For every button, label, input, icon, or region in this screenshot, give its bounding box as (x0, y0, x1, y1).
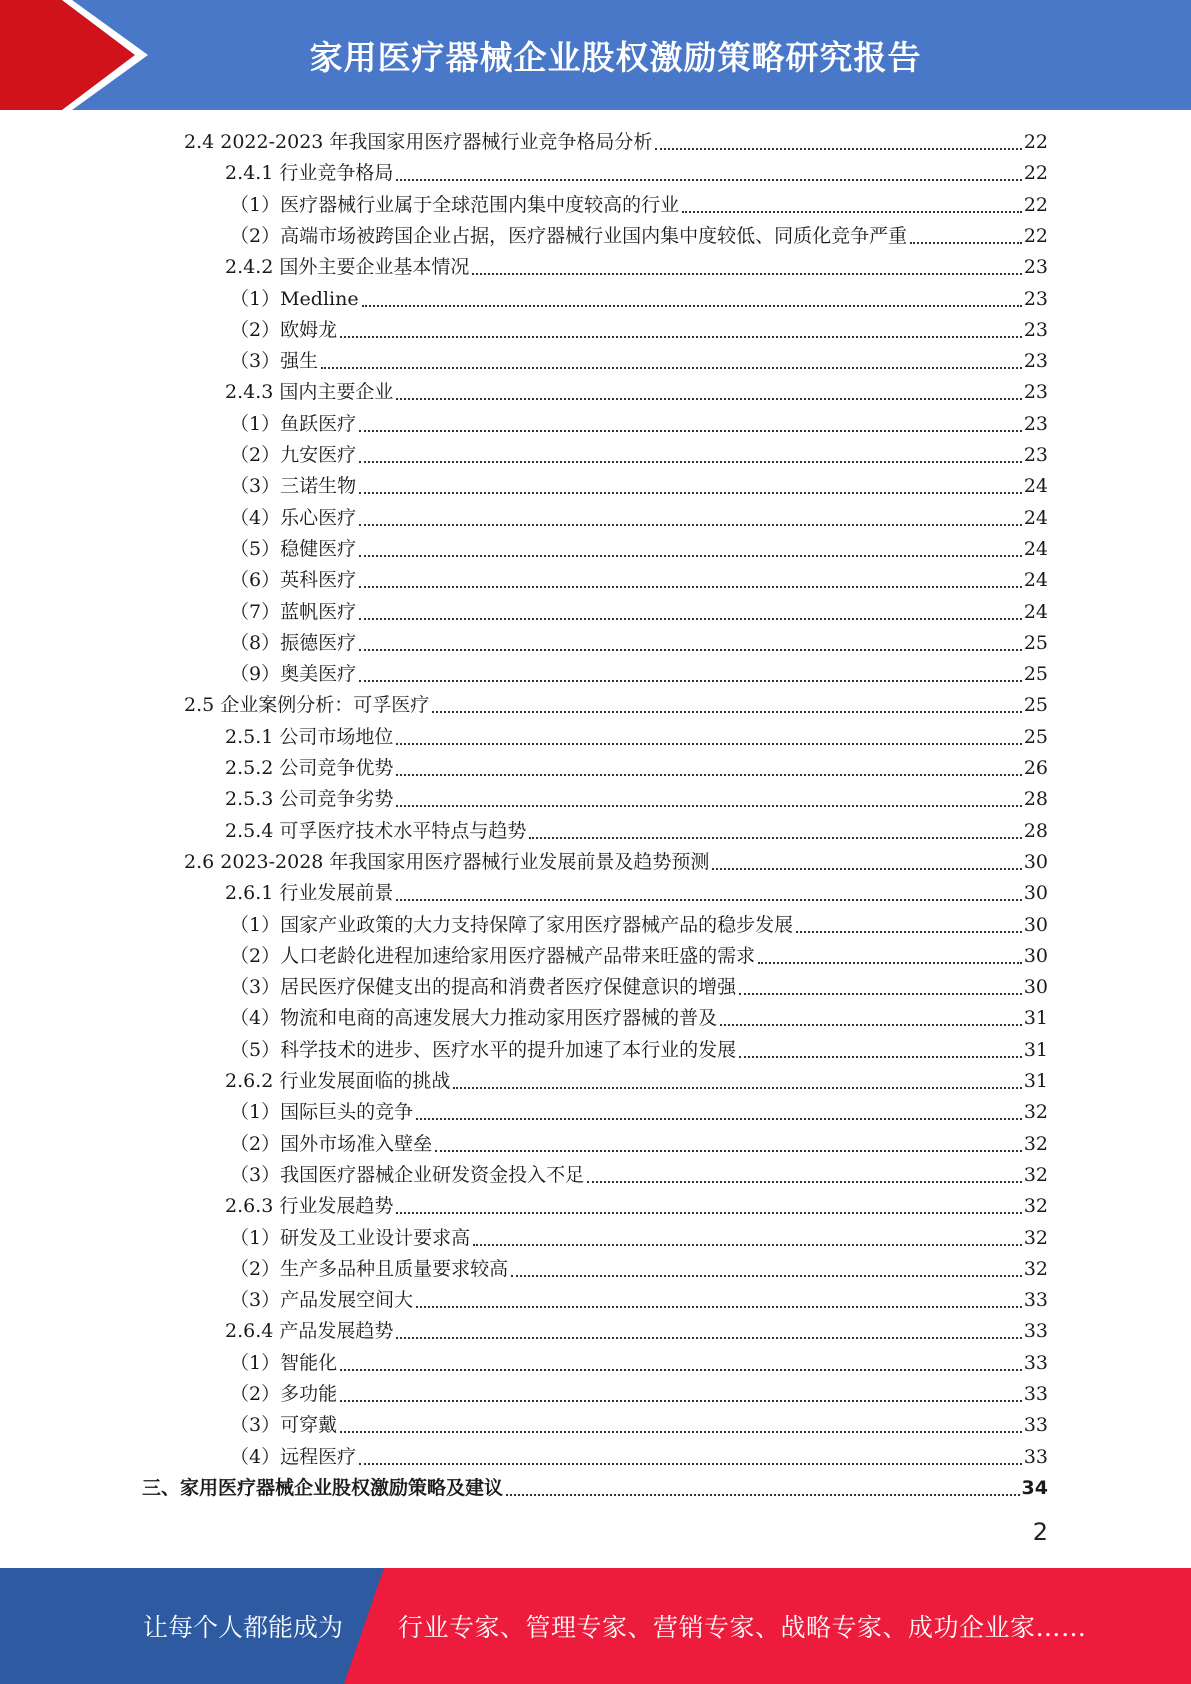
toc-dot-leader (359, 430, 1022, 432)
document-title: 家用医疗器械企业股权激励策略研究报告 (309, 37, 922, 77)
toc-dot-leader (739, 1056, 1022, 1058)
toc-dot-leader (682, 211, 1022, 213)
toc-entry[interactable] (225, 816, 1048, 846)
toc-entry[interactable] (230, 1285, 1048, 1315)
toc-dot-leader (359, 649, 1022, 651)
toc-dot-leader (432, 711, 1022, 713)
toc-entry[interactable] (230, 409, 1048, 439)
toc-dot-leader (587, 1181, 1022, 1183)
footer-slogan-right: 行业专家、管理专家、营销专家、战略专家、成功企业家…… (398, 1613, 1087, 1642)
toc-entry-page: 30 (1023, 976, 1048, 999)
toc-entry-page: 22 (1023, 131, 1048, 153)
toc-entry-title: 2.6.1 行业发展前景 (225, 882, 394, 905)
toc-entry[interactable] (230, 315, 1048, 345)
toc-entry-page: 25 (1023, 631, 1048, 654)
toc-entry-title: 2.5.4 可孚医疗技术水平特点与趋势 (225, 819, 527, 842)
toc-entry-title: （2）九安医疗 (230, 444, 357, 466)
toc-entry-page: 33 (1023, 1445, 1048, 1468)
toc-entry-page: 24 (1023, 600, 1048, 623)
page-footer (0, 1568, 1191, 1684)
toc-entry-page: 23 (1023, 381, 1048, 404)
toc-dot-leader (435, 1150, 1022, 1152)
toc-entry-title: （6）英科医疗 (230, 569, 357, 592)
toc-entry-title: 2.5.3 公司竞争劣势 (225, 788, 394, 811)
toc-entry[interactable] (225, 722, 1048, 752)
toc-entry-title: 2.6 2023-2028 年我国家用医疗器械行业发展前景及趋势预测 (184, 850, 710, 873)
toc-entry-title: （2）人口老龄化进程加速给家用医疗器械产品带来旺盛的需求 (230, 944, 756, 967)
toc-dot-leader (796, 931, 1022, 933)
toc-dot-leader (359, 555, 1022, 557)
toc-dot-leader (712, 868, 1021, 870)
toc-entry[interactable] (230, 1379, 1048, 1409)
toc-entry-title: （2）多功能 (230, 1383, 338, 1405)
toc-entry-title: （8）振德医疗 (230, 631, 357, 654)
toc-dot-leader (321, 367, 1022, 369)
toc-entry-title: （3）居民医疗保健支出的提高和消费者医疗保健意识的增强 (230, 976, 737, 999)
toc-entry-page: 30 (1023, 850, 1048, 873)
toc-entry[interactable] (230, 1254, 1048, 1284)
toc-dot-leader (396, 1212, 1021, 1214)
toc-entry[interactable] (225, 1316, 1048, 1346)
toc-entry-page: 24 (1023, 506, 1048, 529)
toc-entry[interactable] (225, 1191, 1048, 1221)
toc-entry[interactable] (230, 972, 1048, 1002)
toc-entry[interactable] (225, 784, 1048, 814)
toc-entry-page: 32 (1023, 1132, 1048, 1155)
toc-dot-leader (340, 1369, 1022, 1371)
toc-dot-leader (340, 1431, 1022, 1433)
toc-dot-leader (511, 1275, 1022, 1277)
toc-entry-page: 23 (1023, 256, 1048, 279)
toc-entry-page: 33 (1023, 1351, 1048, 1374)
toc-entry[interactable] (230, 221, 1048, 251)
toc-entry-title: （1）鱼跃医疗 (230, 412, 357, 435)
toc-entry-page: 24 (1023, 537, 1048, 560)
toc-entry-title: 2.6.4 产品发展趋势 (225, 1320, 394, 1343)
toc-entry-page: 25 (1023, 694, 1048, 717)
toc-entry[interactable] (225, 252, 1048, 282)
toc-entry-title: （2）国外市场准入壁垒 (230, 1132, 433, 1155)
toc-dot-leader (396, 1337, 1021, 1339)
toc-entry[interactable] (230, 659, 1048, 689)
toc-entry-title: （1）智能化 (230, 1351, 338, 1374)
toc-entry[interactable] (230, 910, 1048, 940)
toc-entry[interactable] (184, 127, 1048, 157)
toc-dot-leader (359, 618, 1022, 620)
toc-entry-title: （3）我国医疗器械企业研发资金投入不足 (230, 1163, 585, 1186)
toc-dot-leader (396, 805, 1021, 807)
toc-entry[interactable] (230, 1003, 1048, 1033)
toc-entry-page: 26 (1023, 757, 1048, 779)
toc-entry[interactable] (230, 1348, 1048, 1378)
toc-entry-title: （4）远程医疗 (230, 1445, 357, 1468)
toc-entry-title: 2.4.1 行业竞争格局 (225, 162, 394, 185)
toc-entry[interactable] (230, 1442, 1048, 1472)
toc-entry[interactable] (230, 1223, 1048, 1253)
toc-dot-leader (472, 273, 1021, 275)
toc-entry-page: 31 (1023, 1038, 1048, 1061)
toc-entry-page: 30 (1023, 913, 1048, 936)
toc-dot-leader (720, 1024, 1022, 1026)
toc-entry-title: 2.4 2022-2023 年我国家用医疗器械行业竞争格局分析 (184, 131, 653, 153)
toc-entry[interactable] (230, 941, 1048, 971)
toc-dot-leader (359, 492, 1022, 494)
toc-entry[interactable] (230, 565, 1048, 595)
toc-dot-leader (473, 1244, 1022, 1246)
toc-entry-page: 22 (1023, 162, 1048, 185)
toc-entry-page: 34 (1021, 1476, 1048, 1499)
toc-entry-title: （1）研发及工业设计要求高 (230, 1226, 471, 1249)
toc-entry-page: 31 (1023, 1007, 1048, 1030)
toc-entry-title: （2）欧姆龙 (230, 318, 338, 341)
toc-entry-title: 2.6.3 行业发展趋势 (225, 1195, 394, 1218)
toc-dot-leader (359, 680, 1022, 682)
toc-dot-leader (529, 837, 1021, 839)
toc-entry[interactable] (230, 1097, 1048, 1127)
toc-dot-leader (758, 962, 1022, 964)
toc-entry-title: 2.4.2 国外主要企业基本情况 (225, 256, 470, 279)
toc-entry-page: 32 (1023, 1101, 1048, 1124)
toc-dot-leader (359, 586, 1022, 588)
toc-dot-leader (396, 899, 1021, 901)
toc-entry[interactable] (230, 1160, 1048, 1190)
toc-entry-page: 25 (1023, 663, 1048, 686)
toc-entry-title: （4）物流和电商的高速发展大力推动家用医疗器械的普及 (230, 1007, 718, 1030)
toc-entry[interactable] (230, 346, 1048, 376)
toc-entry-page: 23 (1023, 444, 1048, 466)
toc-dot-leader (359, 461, 1022, 463)
toc-entry-page: 23 (1023, 287, 1048, 310)
toc-dot-leader (359, 524, 1022, 526)
toc-dot-leader (362, 305, 1022, 307)
toc-entry[interactable] (230, 628, 1048, 658)
toc-dot-leader (453, 1087, 1021, 1089)
toc-entry-page: 32 (1023, 1163, 1048, 1186)
toc-entry[interactable] (142, 1473, 1048, 1503)
toc-entry-title: （5）科学技术的进步、医疗水平的提升加速了本行业的发展 (230, 1038, 737, 1061)
toc-entry-page: 33 (1023, 1414, 1048, 1437)
toc-entry-title: （3）强生 (230, 350, 319, 373)
toc-dot-leader (340, 1400, 1022, 1402)
toc-entry[interactable] (230, 440, 1048, 470)
toc-dot-leader (416, 1306, 1022, 1308)
toc-entry-page: 24 (1023, 475, 1048, 498)
toc-entry-title: （9）奥美医疗 (230, 663, 357, 686)
toc-entry-title: （4）乐心医疗 (230, 506, 357, 529)
toc-entry-title: （2）高端市场被跨国企业占据，医疗器械行业国内集中度较低、同质化竞争严重 (230, 224, 908, 247)
toc-entry-page: 32 (1023, 1257, 1048, 1280)
toc-entry[interactable] (184, 690, 1048, 720)
toc-entry[interactable] (230, 190, 1048, 220)
toc-entry[interactable] (230, 534, 1048, 564)
toc-entry[interactable] (225, 158, 1048, 188)
toc-entry-page: 28 (1023, 819, 1048, 842)
toc-entry-page: 32 (1023, 1226, 1048, 1249)
page-number: 2 (1032, 1518, 1048, 1546)
toc-dot-leader (416, 1118, 1022, 1120)
toc-entry-title: （3）三诺生物 (230, 475, 357, 498)
toc-entry-page: 33 (1023, 1383, 1048, 1405)
toc-entry[interactable] (230, 1129, 1048, 1159)
toc-entry-page: 22 (1023, 224, 1048, 247)
toc-entry-title: （1）国际巨头的竞争 (230, 1101, 414, 1124)
toc-entry-page: 23 (1023, 350, 1048, 373)
page-header (0, 0, 1191, 110)
toc-entry-title: 三、家用医疗器械企业股权激励策略及建议 (142, 1476, 504, 1499)
toc-dot-leader (359, 1463, 1022, 1465)
toc-entry[interactable] (230, 503, 1048, 533)
toc-entry-title: （1）医疗器械行业属于全球范围内集中度较高的行业 (230, 193, 680, 216)
toc-entry-page: 23 (1023, 318, 1048, 341)
toc-entry-page: 22 (1023, 193, 1048, 216)
toc-entry-page: 24 (1023, 569, 1048, 592)
toc-entry-page: 28 (1023, 788, 1048, 811)
toc-entry-title: （5）稳健医疗 (230, 537, 357, 560)
toc-dot-leader (396, 743, 1021, 745)
toc-entry[interactable] (230, 471, 1048, 501)
toc-entry-page: 32 (1023, 1195, 1048, 1218)
toc-entry-title: （1）Medline (230, 287, 359, 310)
toc-entry-page: 25 (1023, 725, 1048, 748)
toc-entry[interactable] (230, 597, 1048, 627)
toc-entry-title: （3）可穿戴 (230, 1414, 338, 1437)
toc-entry-page: 30 (1023, 882, 1048, 905)
toc-entry-title: 2.6.2 行业发展面临的挑战 (225, 1070, 451, 1092)
toc-entry-page: 31 (1023, 1070, 1048, 1092)
toc-entry[interactable] (184, 847, 1048, 877)
toc-entry-title: 2.5.2 公司竞争优势 (225, 757, 394, 779)
toc-entry[interactable] (230, 284, 1048, 314)
toc-dot-leader (739, 993, 1022, 995)
toc-entry[interactable] (225, 377, 1048, 407)
toc-dot-leader (655, 148, 1021, 150)
toc-entry-title: 2.4.3 国内主要企业 (225, 381, 394, 404)
toc-dot-leader (910, 242, 1022, 244)
toc-entry[interactable] (230, 1035, 1048, 1065)
toc-dot-leader (506, 1494, 1020, 1496)
toc-entry[interactable] (225, 753, 1048, 783)
toc-entry-title: （1）国家产业政策的大力支持保障了家用医疗器械产品的稳步发展 (230, 913, 794, 936)
toc-entry[interactable] (225, 1066, 1048, 1096)
toc-dot-leader (396, 398, 1021, 400)
toc-entry-title: （7）蓝帆医疗 (230, 600, 357, 623)
toc-dot-leader (340, 336, 1022, 338)
toc-entry[interactable] (225, 878, 1048, 908)
toc-entry-title: （3）产品发展空间大 (230, 1289, 414, 1312)
toc-entry-title: 2.5.1 公司市场地位 (225, 725, 394, 748)
toc-entry-page: 33 (1023, 1289, 1048, 1312)
toc-entry-page: 23 (1023, 412, 1048, 435)
toc-dot-leader (396, 179, 1021, 181)
toc-dot-leader (396, 774, 1021, 776)
toc-entry-page: 33 (1023, 1320, 1048, 1343)
toc-entry-title: 2.5 企业案例分析：可孚医疗 (184, 694, 430, 717)
toc-entry-page: 30 (1023, 944, 1048, 967)
toc-entry-title: （2）生产多品种且质量要求较高 (230, 1257, 509, 1280)
toc-entry[interactable] (230, 1410, 1048, 1440)
header-arrow-graphic (0, 0, 160, 110)
footer-slogan-left: 让每个人都能成为 (143, 1613, 344, 1642)
